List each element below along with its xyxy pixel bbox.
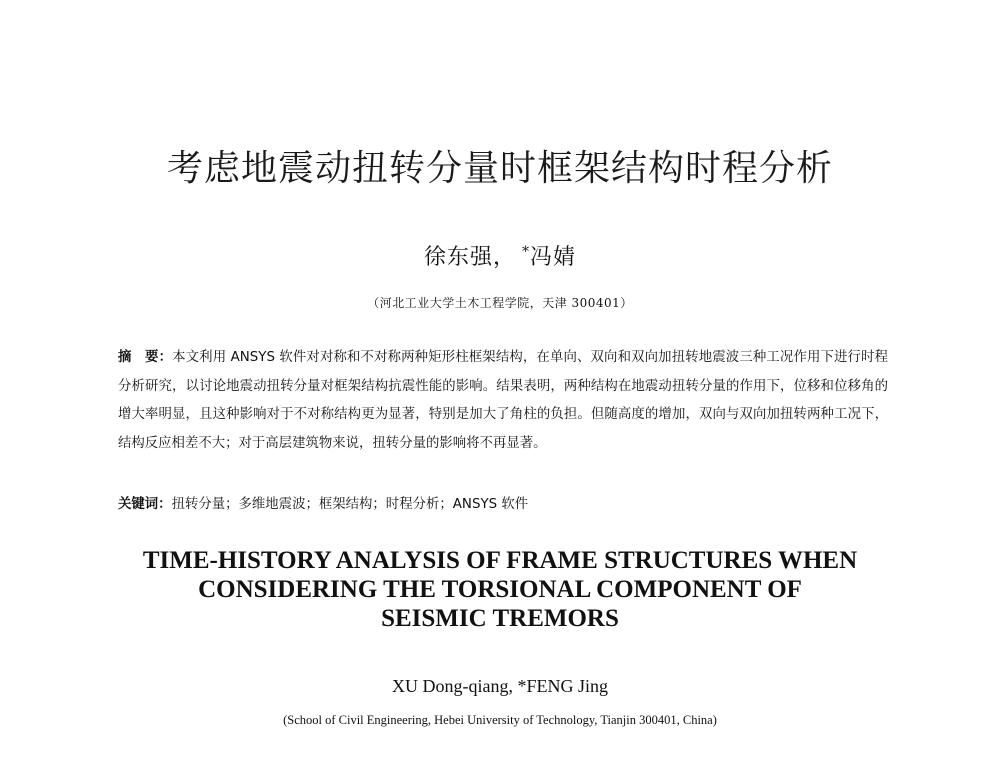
chinese-abstract (118, 344, 888, 458)
abstract-text: 本文利用 ANSYS 软件对对称和不对称两种矩形柱框架结构，在单向、双向和双向加扭转地震波三种工况作用下进行时程分析研究，以讨论地震动扭转分量对框架结构抗震性能的影响。结果表明，两种结构在地震动扭转分量的作用下，位移和位移角的增大率明显，且这种影响对于不对称结构更为显著，特别是加大了角柱的负担。但随高度的增加，双向与双向加扭转两种工况下，结构反应相差不大；对于高层建筑物来说，扭转分量的影响将不再显著。 (118, 350, 889, 451)
corresponding-author-mark: * (522, 243, 530, 260)
english-affiliation: (School of Civil Engineering, Hebei University of Technology, Tianjin 300401, China) (283, 713, 717, 727)
english-title-line-1: TIME-HISTORY ANALYSIS OF FRAME STRUCTURES WHEN (142, 547, 858, 574)
chinese-keywords (118, 491, 888, 519)
second-author-cn: 冯婧 (530, 245, 577, 270)
english-title-line-3: SEISMIC TREMORS (381, 605, 619, 632)
first-author-cn: 徐东强， (423, 245, 516, 270)
chinese-affiliation: （河北工业大学土木工程学院，天津 300401） (367, 296, 633, 310)
english-authors: XU Dong-qiang, *FENG Jing (392, 676, 608, 696)
english-title (100, 546, 900, 633)
abstract-label: 摘 要： (118, 350, 173, 365)
keywords-text: 扭转分量；多维地震波；框架结构；时程分析；ANSYS 软件 (171, 497, 529, 512)
english-title-line-2: CONSIDERING THE TORSIONAL COMPONENT OF (198, 576, 802, 603)
keywords-label: 关键词： (118, 497, 172, 512)
chinese-authors (0, 240, 1000, 271)
chinese-title: 考虑地震动扭转分量时框架结构时程分析 (166, 148, 833, 189)
